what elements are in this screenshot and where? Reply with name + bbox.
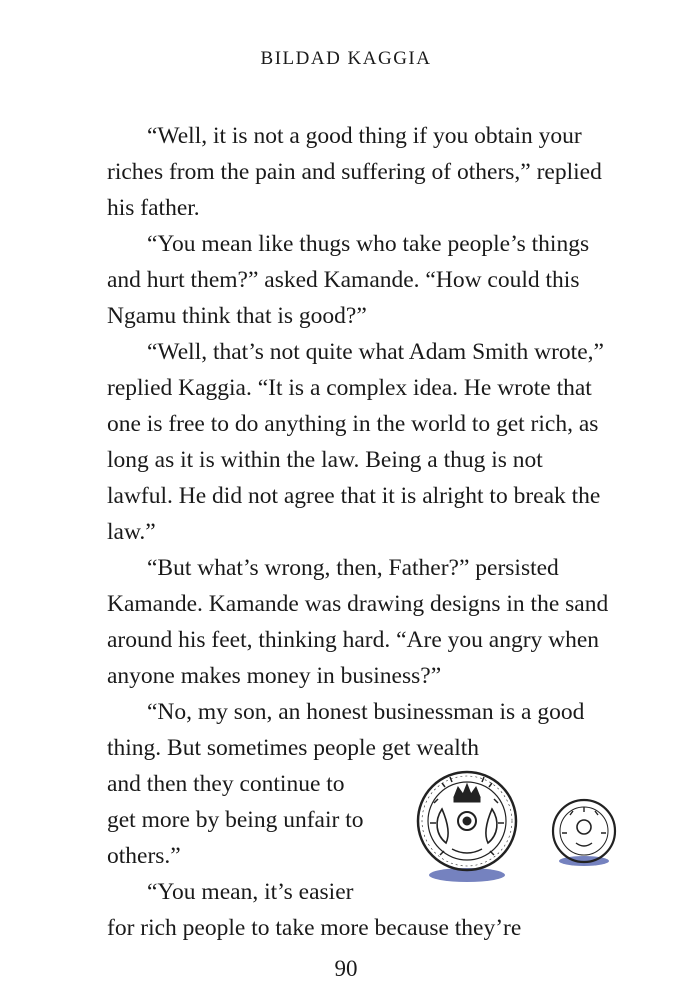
running-head: BILDAD KAGGIA	[260, 48, 432, 69]
page-number: 90	[334, 956, 358, 981]
paragraph-continuation: for rich people to take more because they’re	[107, 915, 522, 941]
wrapped-line: and then they continue to	[107, 771, 345, 797]
paragraph: “No, my son, an honest businessman is a good thing. But sometimes people get wealth	[107, 699, 585, 761]
crowned-coin-icon	[418, 772, 516, 882]
wrapped-line: get more by being unfair to	[107, 807, 364, 833]
paragraph: “You mean like thugs who take people’s things and hurt them?” asked Kamande. “How could this Ngamu think that is good?”	[107, 231, 590, 329]
paragraph: “Well, it is not a good thing if you obtain your riches from the pain and suffering of others,” replied his father.	[107, 123, 602, 221]
wrapped-line: “You mean, it’s easier	[147, 879, 354, 905]
paragraph: “Well, that’s not quite what Adam Smith wrote,” replied Kaggia. “It is a complex idea. He wrote that one is free to do anything in the world to get rich, as long as it is within the law. Being a thug is not lawful. He did not agree that it is alright to break the law.”	[107, 339, 604, 545]
wrapped-line: others.”	[107, 843, 181, 869]
paragraph: “But what’s wrong, then, Father?” persisted Kamande. Kamande was drawing designs in the sand around his feet, thinking hard. “Are you angry when anyone makes money in business?”	[107, 555, 609, 689]
coins-illustration	[412, 763, 632, 888]
small-coin-icon	[553, 800, 615, 866]
